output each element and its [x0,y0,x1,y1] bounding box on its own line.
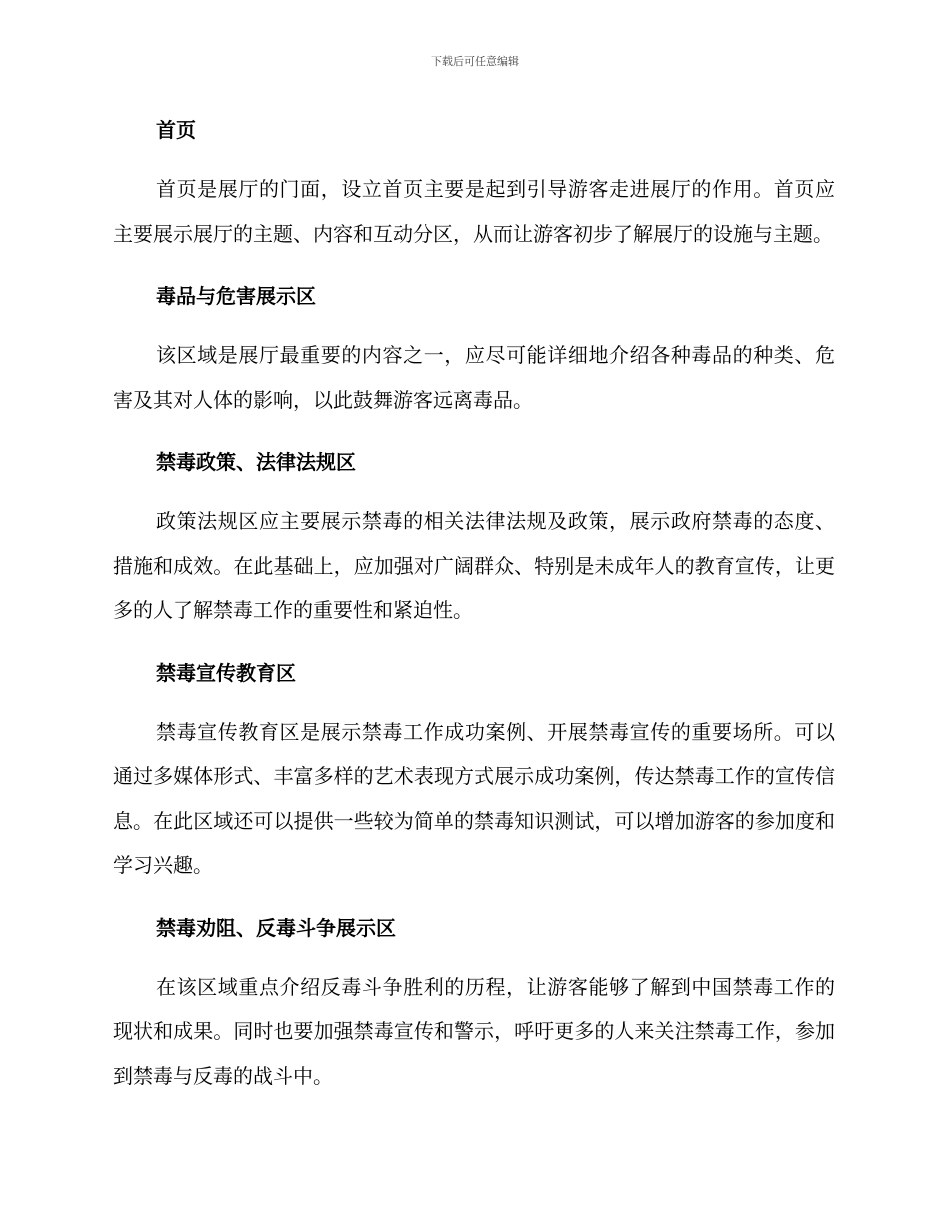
section-body-struggle: 在该区域重点介绍反毒斗争胜利的历程，让游客能够了解到中国禁毒工作的现状和成果。同时也要加强禁毒宣传和警示，呼吁更多的人来关注禁毒工作，参加到禁毒与反毒的战斗中。 [113,974,835,1088]
section-heading-drugs-harm: 毒品与危害展示区 [156,284,316,308]
section-body-home: 首页是展厅的门面，设立首页主要是起到引导游客走进展厅的作用。首页应主要展示展厅的主题、内容和互动分区，从而让游客初步了解展厅的设施与主题。 [113,177,835,246]
section-body-drugs-harm: 该区域是展厅最重要的内容之一，应尽可能详细地介绍各种毒品的种类、危害及其对人体的影响，以此鼓舞游客远离毒品。 [113,343,835,412]
section-heading-struggle: 禁毒劝阻、反毒斗争展示区 [156,915,396,940]
section-heading-policy-law: 禁毒政策、法律法规区 [156,450,356,474]
section-body-policy-law: 政策法规区应主要展示禁毒的相关法律法规及政策，展示政府禁毒的态度、措施和成效。在此基础上，应加强对广阔群众、特别是未成年人的教育宣传，让更多的人了解禁毒工作的重要性和紧迫性。 [113,509,835,622]
section-heading-education: 禁毒宣传教育区 [156,660,296,685]
page-header-note: 下载后可任意编辑 [431,55,519,68]
document-body [113,110,835,1098]
section-body-education: 禁毒宣传教育区是展示禁毒工作成功案例、开展禁毒宣传的重要场所。可以通过多媒体形式、丰富多样的艺术表现方式展示成功案例，传达禁毒工作的宣传信息。在此区域还可以提供一些较为简单的禁毒知识测试，可以增加游客的参加度和学习兴趣。 [113,719,835,877]
section-heading-home: 首页 [156,118,196,142]
